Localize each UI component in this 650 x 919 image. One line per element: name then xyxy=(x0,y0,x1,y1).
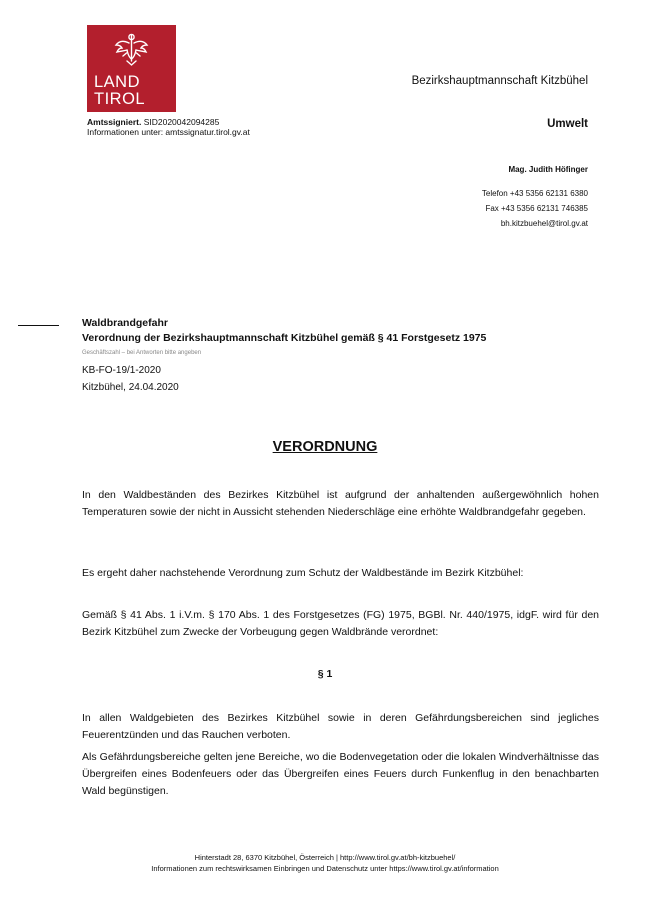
paragraph-intro: In den Waldbeständen des Bezirkes Kitzbühel ist aufgrund der anhaltenden außergewöhnlich hohen Temperaturen sowie der nicht in Aussicht stehenden Niederschläge eine erhöhte Waldbrandgefahr gegeben. xyxy=(82,489,599,518)
document-heading: VERORDNUNG xyxy=(272,439,378,455)
signature-label: Amtssigniert. xyxy=(87,117,142,127)
footer-info: Informationen zum rechtswirksamen Einbringen und Datenschutz unter https://www.tirol.gv.at/information xyxy=(151,864,499,873)
fold-mark xyxy=(18,325,59,326)
contact-block xyxy=(482,162,588,231)
reference-number: KB-FO-19/1-2020 xyxy=(82,365,161,376)
page-footer xyxy=(0,852,650,874)
authority-name: Bezirkshauptmannschaft Kitzbühel xyxy=(411,75,588,87)
place-date: Kitzbühel, 24.04.2020 xyxy=(82,382,179,393)
subject-block xyxy=(82,316,486,346)
signature-info: Informationen unter: amtssignatur.tirol.gv.at xyxy=(87,126,250,137)
contact-email: bh.kitzbuehel@tirol.gv.at xyxy=(500,219,588,228)
logo-line-tirol: TIROL xyxy=(94,90,146,108)
land-tirol-logo xyxy=(87,25,176,112)
logo-line-land: LAND xyxy=(94,73,141,91)
contact-name: Mag. Judith Höfinger xyxy=(508,165,588,174)
section-1-paragraph-definition: Als Gefährdungsbereiche gelten jene Bereiche, wo die Bodenvegetation oder die lokalen Windverhältnisse das Übergreifen eines Bodenfeuers oder das Übergreifen eines Feuers durch Funkenflug in den benachbarten Wald begünstigen. xyxy=(82,751,599,797)
reference-note: Geschäftszahl – bei Antworten bitte angeben xyxy=(82,350,202,356)
section-1-paragraph-ban: In allen Waldgebieten des Bezirkes Kitzbühel sowie in deren Gefährdungsbereichen sind jegliches Feuerentzünden und das Rauchen verboten. xyxy=(82,712,599,741)
paragraph-decree: Es ergeht daher nachstehende Verordnung zum Schutz der Waldbestände im Bezirk Kitzbühel: xyxy=(82,567,524,579)
signature-id: SID2020042094285 xyxy=(143,117,220,127)
department-name: Umwelt xyxy=(547,118,588,130)
section-1-label: § 1 xyxy=(317,668,333,680)
reference-block xyxy=(82,362,179,396)
subject-title: Waldbrandgefahr xyxy=(82,317,168,329)
paragraph-legal-basis: Gemäß § 41 Abs. 1 i.V.m. § 170 Abs. 1 des Forstgesetzes (FG) 1975, BGBl. Nr. 440/1975, idgF. wird für den Bezirk Kitzbühel zum Zwecke der Vorbeugung gegen Waldbrände verordnet: xyxy=(82,609,599,638)
tyrolean-eagle-icon xyxy=(114,31,149,67)
contact-phone: Telefon +43 5356 62131 6380 xyxy=(481,189,588,198)
signature-block xyxy=(87,118,250,137)
footer-address: Hinterstadt 28, 6370 Kitzbühel, Österreich | http://www.tirol.gv.at/bh-kitzbuehel/ xyxy=(194,853,456,862)
contact-fax: Fax +43 5356 62131 746385 xyxy=(485,204,588,213)
subject-subtitle: Verordnung der Bezirkshauptmannschaft Kitzbühel gemäß § 41 Forstgesetz 1975 xyxy=(82,332,487,344)
